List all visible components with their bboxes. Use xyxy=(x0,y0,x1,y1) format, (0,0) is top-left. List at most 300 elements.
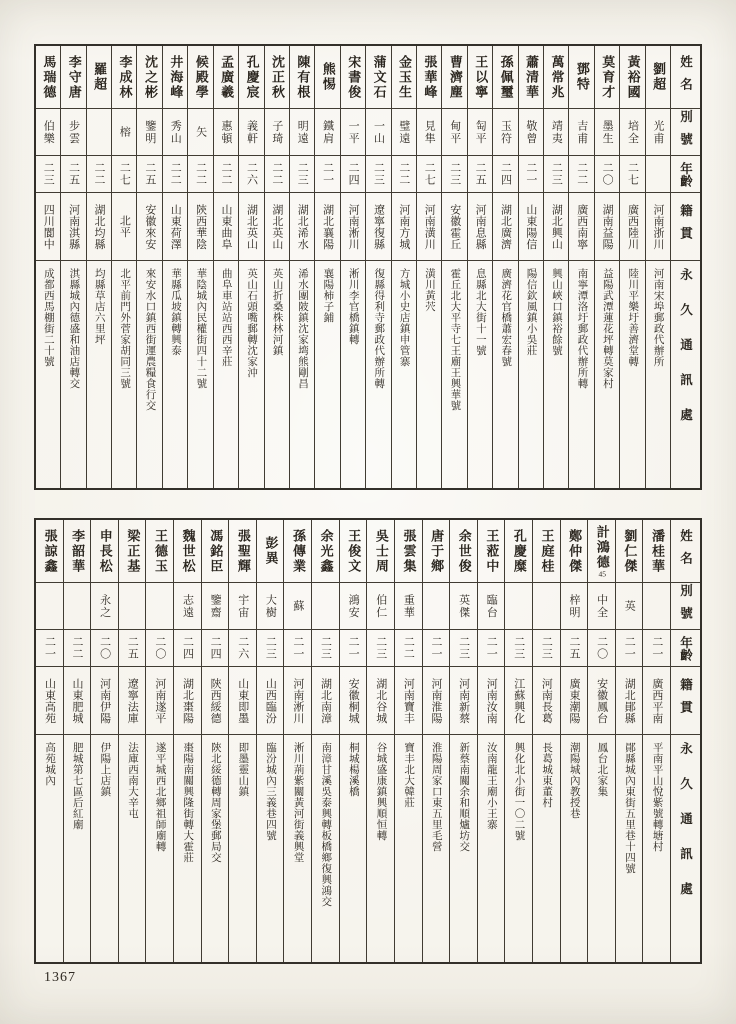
origin-cell: 湖北鄖縣 xyxy=(616,666,643,734)
entry-column xyxy=(594,46,619,488)
name-cell: 潘桂華 xyxy=(649,528,665,574)
entry-column xyxy=(504,520,532,962)
alias-cell: 匋平 xyxy=(468,108,492,155)
alias-cell: 矢 xyxy=(188,108,212,155)
age-cell: 二一 xyxy=(643,629,670,666)
header-name-label: 姓名 xyxy=(678,528,693,574)
entry-column xyxy=(60,46,85,488)
age-cell: 二三 xyxy=(533,629,560,666)
alias-cell: 鑒明 xyxy=(137,108,161,155)
age-cell: 二三 xyxy=(544,155,568,192)
entry-column xyxy=(118,520,146,962)
age-cell: 二四 xyxy=(341,155,365,192)
age-cell: 二三 xyxy=(36,155,60,192)
entry-column xyxy=(86,46,111,488)
address-cell: 伊陽上店鎮 xyxy=(91,734,118,962)
header-age-label: 年齡 xyxy=(678,161,693,187)
header-alias-cell xyxy=(671,108,700,155)
alias-cell xyxy=(119,582,146,629)
header-column xyxy=(670,520,700,962)
name-cell: 宋書俊 xyxy=(346,54,362,100)
origin-cell: 河南汝南 xyxy=(478,666,505,734)
age-cell: 二七 xyxy=(112,155,136,192)
name-cell: 唐于鄉 xyxy=(429,528,445,574)
age-cell: 二三 xyxy=(366,155,390,192)
header-address-cell xyxy=(671,260,700,488)
address-cell: 陽信欽風鎮小吳莊 xyxy=(519,260,543,488)
entry-column xyxy=(36,520,63,962)
entry-column xyxy=(311,520,339,962)
entry-column xyxy=(145,520,173,962)
name-cell: 王蒞中 xyxy=(484,528,500,574)
name-cell: 黃裕國 xyxy=(625,54,641,100)
origin-cell: 湖北英山 xyxy=(239,192,263,260)
address-cell: 臨汾城內三義巷四號 xyxy=(257,734,284,962)
alias-cell: 梓明 xyxy=(561,582,588,629)
address-cell: 英山折桑株林河鎮 xyxy=(265,260,289,488)
alias-cell: 鑒齋 xyxy=(202,582,229,629)
age-cell: 二一 xyxy=(519,155,543,192)
origin-cell: 湖北襄陽 xyxy=(315,192,339,260)
entry-column xyxy=(339,520,367,962)
address-cell: 潢川黃茓 xyxy=(417,260,441,488)
alias-cell xyxy=(146,582,173,629)
entry-column xyxy=(228,520,256,962)
address-cell: 興化北小街一〇二號 xyxy=(505,734,532,962)
origin-cell: 河南浙川 xyxy=(646,192,670,260)
address-cell: 廣濟花官橋蕭宏春號 xyxy=(493,260,517,488)
name-cell: 陳有根 xyxy=(295,54,311,100)
address-cell: 息縣北大街十一號 xyxy=(468,260,492,488)
entry-column xyxy=(36,46,60,488)
age-cell: 二三 xyxy=(505,629,532,666)
entry-column xyxy=(568,46,593,488)
alias-cell: 重華 xyxy=(395,582,422,629)
age-cell: 二〇 xyxy=(588,629,615,666)
alias-cell: 英 xyxy=(616,582,643,629)
alias-cell xyxy=(423,582,450,629)
alias-cell xyxy=(505,582,532,629)
alias-cell: 惠頓 xyxy=(214,108,238,155)
origin-cell: 北平 xyxy=(112,192,136,260)
entry-column xyxy=(532,520,560,962)
address-cell: 陝北綏德轉周家堡郵局交 xyxy=(202,734,229,962)
header-address-label: 永久通訊處 xyxy=(678,742,693,917)
origin-cell: 山西臨汾 xyxy=(257,666,284,734)
age-cell: 二四 xyxy=(202,629,229,666)
age-cell: 二三 xyxy=(290,155,314,192)
age-cell: 二〇 xyxy=(91,629,118,666)
alias-cell: 甸平 xyxy=(442,108,466,155)
entry-column xyxy=(213,46,238,488)
alias-cell xyxy=(87,108,111,155)
name-cell: 王庭桂 xyxy=(539,528,555,574)
age-cell: 二二 xyxy=(214,155,238,192)
age-cell: 二一 xyxy=(423,629,450,666)
name-cell: 吳士周 xyxy=(373,528,389,574)
age-cell: 二一 xyxy=(616,629,643,666)
address-cell: 谷城盛康鎮興順恒轉 xyxy=(367,734,394,962)
entry-column xyxy=(63,520,91,962)
origin-cell: 河南寶丰 xyxy=(395,666,422,734)
origin-cell: 江蘇興化 xyxy=(505,666,532,734)
address-cell: 淇縣城內德盛和油店轉交 xyxy=(61,260,85,488)
age-cell: 二七 xyxy=(417,155,441,192)
entry-column xyxy=(289,46,314,488)
entry-column xyxy=(162,46,187,488)
entry-column xyxy=(314,46,339,488)
name-cell: 申長松 xyxy=(97,528,113,574)
address-cell: 淮陽周家口東五里毛營 xyxy=(423,734,450,962)
age-cell: 二四 xyxy=(493,155,517,192)
origin-cell: 河南遂平 xyxy=(146,666,173,734)
address-cell: 襄陽柿子鋪 xyxy=(315,260,339,488)
age-cell xyxy=(646,155,670,192)
address-cell: 平南平山悅紫號轉塘村 xyxy=(643,734,670,962)
name-cell: 鄭仲傑 xyxy=(567,528,583,574)
entry-column xyxy=(90,520,118,962)
age-cell: 二五 xyxy=(61,155,85,192)
address-cell: 興山峽口鎮裕餘號 xyxy=(544,260,568,488)
header-alias-label: 別號 xyxy=(678,583,693,629)
alias-cell: 步雲 xyxy=(61,108,85,155)
name-cell: 余光鑫 xyxy=(318,528,334,574)
name-cell: 井海峰 xyxy=(168,54,184,100)
name-cell: 王德玉 xyxy=(153,528,168,574)
age-cell: 二三 xyxy=(450,629,477,666)
entry-column xyxy=(187,46,212,488)
age-cell: 二二 xyxy=(395,629,422,666)
entry-column xyxy=(477,520,505,962)
origin-cell: 山東高苑 xyxy=(36,666,63,734)
alias-cell: 臨台 xyxy=(478,582,505,629)
address-cell: 華縣瓜坡鎮轉興泰 xyxy=(163,260,187,488)
name-cell: 孟廣羲 xyxy=(219,54,235,100)
address-cell: 遂平城西北鄉祖師廟轉 xyxy=(146,734,173,962)
origin-cell: 河南息縣 xyxy=(468,192,492,260)
origin-cell: 山東陽信 xyxy=(519,192,543,260)
entry-column xyxy=(366,520,394,962)
alias-cell xyxy=(533,582,560,629)
alias-cell: 一山 xyxy=(366,108,390,155)
entry-column xyxy=(543,46,568,488)
origin-cell: 湖北廣濟 xyxy=(493,192,517,260)
age-cell: 二五 xyxy=(561,629,588,666)
age-cell: 二三 xyxy=(312,629,339,666)
name-cell: 孔慶宸 xyxy=(244,54,260,100)
address-cell: 霍丘北大平寺七王廟王興華號 xyxy=(442,260,466,488)
name-cell: 李韶華 xyxy=(70,528,86,574)
entry-column xyxy=(136,46,161,488)
address-cell: 桐城楊溪橋 xyxy=(340,734,367,962)
header-age-cell xyxy=(671,629,700,666)
entry-column xyxy=(340,46,365,488)
header-address-label: 永久通訊處 xyxy=(678,268,693,443)
age-cell: 二二 xyxy=(265,155,289,192)
header-origin-label: 籍貫 xyxy=(678,678,693,723)
age-cell: 二二 xyxy=(569,155,593,192)
alias-cell: 一平 xyxy=(341,108,365,155)
address-cell: 淅川李官橋鎮轉 xyxy=(341,260,365,488)
origin-cell: 湖南益陽 xyxy=(595,192,619,260)
origin-cell: 河南淅川 xyxy=(341,192,365,260)
origin-cell: 陝西綏德 xyxy=(202,666,229,734)
origin-cell: 湖北南漳 xyxy=(312,666,339,734)
name-cell: 蕭清華 xyxy=(524,54,540,100)
address-cell: 新蔡南關余和順爐坊交 xyxy=(450,734,477,962)
name-cell: 熊惕 xyxy=(320,62,336,92)
alias-cell: 明遠 xyxy=(290,108,314,155)
age-cell: 二〇 xyxy=(146,629,173,666)
header-name-cell xyxy=(671,46,700,108)
alias-cell xyxy=(64,582,91,629)
age-cell: 二一 xyxy=(478,629,505,666)
alias-cell: 義軒 xyxy=(239,108,263,155)
entry-column xyxy=(467,46,492,488)
age-cell: 二六 xyxy=(229,629,256,666)
header-alias-cell xyxy=(671,582,700,629)
address-cell: 河南宋埠郵政代辦所 xyxy=(646,260,670,488)
name-cell: 馬瑞德 xyxy=(41,54,57,100)
name-cell: 梁正基 xyxy=(125,528,141,574)
origin-cell: 安徽鳳台 xyxy=(588,666,615,734)
alias-cell: 宇宙 xyxy=(229,582,256,629)
entry-column xyxy=(518,46,543,488)
alias-cell xyxy=(643,582,670,629)
entry-column xyxy=(391,46,416,488)
directory-table-bottom xyxy=(34,518,702,964)
name-cell: 沈正秋 xyxy=(269,54,285,100)
name-cell: 彭異 xyxy=(263,536,279,566)
name-cell: 張聖輝 xyxy=(235,528,251,574)
origin-cell: 山東荷澤 xyxy=(163,192,187,260)
alias-cell: 英傑 xyxy=(450,582,477,629)
age-cell: 二一 xyxy=(284,629,311,666)
age-cell: 二三 xyxy=(367,629,394,666)
name-cell: 李成林 xyxy=(117,54,133,100)
header-origin-cell xyxy=(671,192,700,260)
alias-cell: 秀山 xyxy=(163,108,187,155)
origin-cell: 河南新蔡 xyxy=(450,666,477,734)
name-cell: 馮銘臣 xyxy=(208,528,224,574)
address-cell: 成都西馬棚街二十號 xyxy=(36,260,60,488)
directory-table-top xyxy=(34,44,702,490)
alias-cell: 蘇 xyxy=(284,582,311,629)
alias-cell: 見隼 xyxy=(417,108,441,155)
age-cell: 二七 xyxy=(620,155,644,192)
age-cell: 二二 xyxy=(64,629,91,666)
entry-column xyxy=(441,46,466,488)
address-cell: 復縣得利寺郵政代辦所轉 xyxy=(366,260,390,488)
address-cell: 來安水口鎮西街運農糧食行交 xyxy=(137,260,161,488)
origin-cell: 安徽桐城 xyxy=(340,666,367,734)
alias-cell: 璧遠 xyxy=(392,108,416,155)
origin-cell: 山東即墨 xyxy=(229,666,256,734)
origin-cell: 安徽霍丘 xyxy=(442,192,466,260)
header-alias-label: 別號 xyxy=(678,109,693,155)
entry-column xyxy=(642,520,670,962)
address-cell: 法庫西南大辛屯 xyxy=(119,734,146,962)
origin-cell: 河南潢川 xyxy=(417,192,441,260)
origin-cell: 河南淮陽 xyxy=(423,666,450,734)
address-cell: 北平前門外菅家胡同三號 xyxy=(112,260,136,488)
entry-column xyxy=(449,520,477,962)
address-cell: 方城小史店鎮申管寨 xyxy=(392,260,416,488)
entry-column xyxy=(416,46,441,488)
age-cell: 二一 xyxy=(315,155,339,192)
address-cell: 即墨靈山鎮 xyxy=(229,734,256,962)
entry-column xyxy=(560,520,588,962)
name-cell: 張雲集 xyxy=(401,528,417,574)
name-cell: 候殿學 xyxy=(193,54,209,100)
address-cell: 曲阜車站站西西辛莊 xyxy=(214,260,238,488)
name-cell: 金玉生 xyxy=(397,54,412,100)
alias-cell: 敬曾 xyxy=(519,108,543,155)
age-cell: 二〇 xyxy=(595,155,619,192)
origin-cell: 陝西華陰 xyxy=(188,192,212,260)
alias-cell xyxy=(312,582,339,629)
origin-cell: 廣西平南 xyxy=(643,666,670,734)
name-cell: 魏世松 xyxy=(180,528,196,574)
name-cell: 張諒鑫 xyxy=(42,528,58,574)
entry-column xyxy=(238,46,263,488)
header-age-cell xyxy=(671,155,700,192)
entry-column xyxy=(173,520,201,962)
origin-cell: 廣西陸川 xyxy=(620,192,644,260)
entry-column xyxy=(615,520,643,962)
name-cell: 李守唐 xyxy=(66,54,82,100)
name-cell: 王俊文 xyxy=(346,528,362,574)
origin-cell: 廣東潮陽 xyxy=(561,666,588,734)
address-cell: 益陽武潭蓮花坪轉莫家村 xyxy=(595,260,619,488)
address-cell: 棗陽南關興隆街轉大霍莊 xyxy=(174,734,201,962)
address-cell: 華陰城內民權街四十二號 xyxy=(188,260,212,488)
entry-column xyxy=(111,46,136,488)
origin-cell: 山東肥城 xyxy=(64,666,91,734)
address-cell: 潮陽城內教授巷 xyxy=(561,734,588,962)
entry-column xyxy=(201,520,229,962)
entry-column xyxy=(645,46,670,488)
age-cell: 二二 xyxy=(163,155,187,192)
age-cell: 二一 xyxy=(36,629,63,666)
age-cell: 二二 xyxy=(188,155,212,192)
header-name-cell xyxy=(671,520,700,582)
header-address-cell xyxy=(671,734,700,962)
name-cell: 萬常兆 xyxy=(549,54,565,100)
origin-cell: 四川閬中 xyxy=(36,192,60,260)
origin-cell: 河南淇縣 xyxy=(61,192,85,260)
age-cell: 二二 xyxy=(87,155,111,192)
name-cell: 孫傳業 xyxy=(291,528,307,574)
header-origin-cell xyxy=(671,666,700,734)
origin-cell: 山東曲阜 xyxy=(214,192,238,260)
name-cell: 蒲文石 xyxy=(371,54,387,100)
age-cell: 二五 xyxy=(119,629,146,666)
address-cell: 鄖縣城內東街五里巷十四號 xyxy=(616,734,643,962)
address-cell: 鳳台北家集 xyxy=(588,734,615,962)
entry-column xyxy=(283,520,311,962)
alias-cell: 吉甫 xyxy=(569,108,593,155)
name-cell: 劉仁傑 xyxy=(622,528,638,574)
header-age-label: 年齡 xyxy=(678,635,693,661)
entry-column xyxy=(422,520,450,962)
age-cell: 二五 xyxy=(468,155,492,192)
address-cell: 寶丰北大韓莊 xyxy=(395,734,422,962)
name-cell: 孔慶糜 xyxy=(511,528,527,574)
alias-cell: 中全 xyxy=(588,582,615,629)
alias-cell: 榕 xyxy=(112,108,136,155)
entry-column xyxy=(619,46,644,488)
alias-cell: 伯樂 xyxy=(36,108,60,155)
origin-cell: 湖北浠水 xyxy=(290,192,314,260)
address-cell: 淅川荊紫關黃河街義興堂 xyxy=(284,734,311,962)
entry-column xyxy=(365,46,390,488)
footnote-marker: 45 xyxy=(598,569,606,578)
origin-cell: 廣西南寧 xyxy=(569,192,593,260)
origin-cell: 安徽來安 xyxy=(137,192,161,260)
name-cell: 張華峰 xyxy=(422,54,438,100)
alias-cell: 伯仁 xyxy=(367,582,394,629)
origin-cell: 湖北均縣 xyxy=(87,192,111,260)
age-cell: 二三 xyxy=(442,155,466,192)
alias-cell: 光甫 xyxy=(646,108,670,155)
address-cell: 南漳甘溪吳泰興轉板橋鄉復興鴻交 xyxy=(312,734,339,962)
age-cell: 二四 xyxy=(174,629,201,666)
name-cell: 王以寧 xyxy=(473,54,489,100)
page-number: 1367 xyxy=(44,970,76,985)
origin-cell: 河南淅川 xyxy=(284,666,311,734)
age-cell: 二三 xyxy=(257,629,284,666)
entry-column xyxy=(256,520,284,962)
age-cell: 二五 xyxy=(137,155,161,192)
alias-cell: 玉符 xyxy=(493,108,517,155)
address-cell: 陸川平樂圩善濟堂轉 xyxy=(620,260,644,488)
name-cell: 孫佩璽 xyxy=(498,54,514,100)
age-cell: 二六 xyxy=(239,155,263,192)
name-cell: 沈之彬 xyxy=(142,54,158,100)
entry-column xyxy=(587,520,615,962)
origin-cell: 遼寧復縣 xyxy=(366,192,390,260)
entry-column xyxy=(394,520,422,962)
name-cell: 曹濟塵 xyxy=(447,54,463,100)
alias-cell xyxy=(36,582,63,629)
address-cell: 汝南龍王廟小王寨 xyxy=(478,734,505,962)
address-cell: 浠水團陂鎮沈家塆熊剛昌 xyxy=(290,260,314,488)
address-cell: 高苑城內 xyxy=(36,734,63,962)
origin-cell: 河南伊陽 xyxy=(91,666,118,734)
age-cell: 二二 xyxy=(392,155,416,192)
address-cell: 肥城第七區后紅廟 xyxy=(64,734,91,962)
alias-cell: 靖夷 xyxy=(544,108,568,155)
address-cell: 南寧潭洛圩郵政代辦所轉 xyxy=(569,260,593,488)
entry-column xyxy=(492,46,517,488)
origin-cell: 湖北棗陽 xyxy=(174,666,201,734)
alias-cell: 培全 xyxy=(620,108,644,155)
alias-cell: 墨生 xyxy=(595,108,619,155)
alias-cell: 子琦 xyxy=(265,108,289,155)
header-column xyxy=(670,46,700,488)
entry-column xyxy=(264,46,289,488)
origin-cell: 湖北谷城 xyxy=(367,666,394,734)
origin-cell: 河南方城 xyxy=(392,192,416,260)
address-cell: 英山石頭嘴郵轉沈家沖 xyxy=(239,260,263,488)
name-cell: 劉超 xyxy=(651,62,667,92)
alias-cell: 鐵肩 xyxy=(315,108,339,155)
header-name-label: 姓名 xyxy=(678,54,693,100)
origin-cell: 遼寧法庫 xyxy=(119,666,146,734)
origin-cell: 湖北英山 xyxy=(265,192,289,260)
age-cell: 二一 xyxy=(340,629,367,666)
